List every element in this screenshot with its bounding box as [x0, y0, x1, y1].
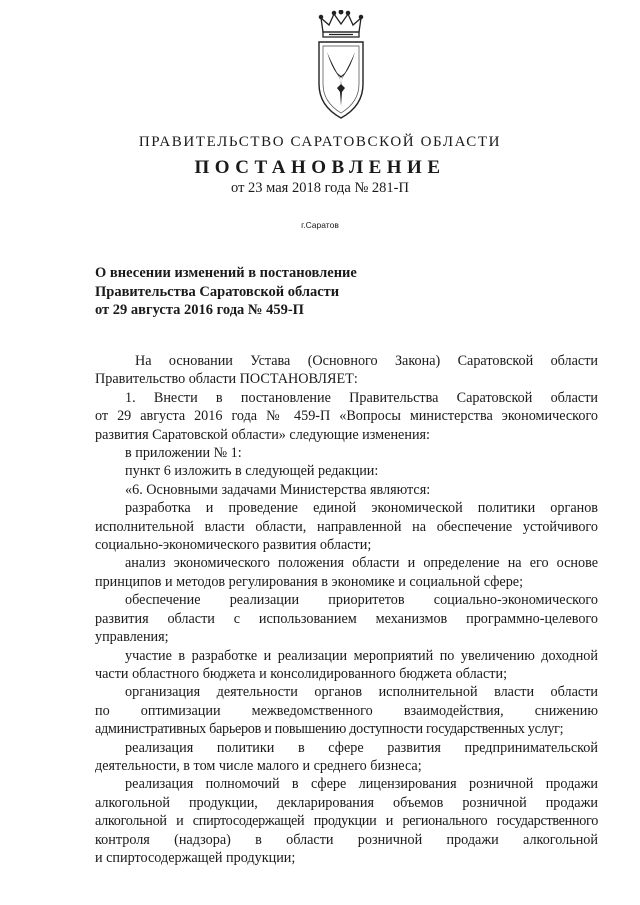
saratov-coat-of-arms-icon: [315, 10, 367, 122]
text-line: алкогольной продукции, декларирования объемов розничной продажи: [95, 794, 598, 811]
text-line: от 29 августа 2016 года № 459-П «Вопросы министерства экономического: [95, 408, 598, 425]
task-paragraph: [95, 647, 598, 684]
task-paragraph: [95, 739, 598, 776]
document-type-title: ПОСТАНОВЛЕНИЕ: [194, 157, 446, 178]
text-line: управления;: [95, 629, 169, 646]
text-line: исполнительной власти области, направленной на обеспечение устойчивого: [95, 518, 598, 535]
text-line: Правительство области ПОСТАНОВЛЯЕТ:: [95, 371, 358, 388]
task-paragraph: [95, 775, 598, 867]
text-line: деятельности, в том числе малого и среднего бизнеса;: [95, 757, 422, 774]
text-line: развития области с использованием механизмов программно-целевого: [95, 610, 598, 627]
intro-paragraph: [95, 352, 598, 389]
government-name: ПРАВИТЕЛЬСТВО САРАТОВСКОЙ ОБЛАСТИ: [138, 134, 502, 150]
document-date-number: от 23 мая 2018 года № 281-П: [231, 180, 409, 196]
text-line: алкогольной и спиртосодержащей продукции и регионального государственного: [95, 813, 598, 830]
task-paragraph: [95, 591, 598, 646]
text-line: контроля (надзора) в области розничной продажи алкогольной: [95, 831, 598, 848]
document-subject: [95, 264, 515, 320]
text-line: На основании Устава (Основного Закона) Саратовской области: [135, 353, 598, 369]
text-line: реализация полномочий в сфере лицензирования розничной продажи: [125, 776, 598, 793]
text-line: реализация политики в сфере развития предпринимательской: [125, 739, 598, 756]
tasks-heading: «6. Основными задачами Министерства являются:: [125, 481, 431, 498]
text-line: обеспечение реализации приоритетов социально-экономического: [125, 592, 598, 609]
text-line: организация деятельности органов исполнительной власти области: [125, 684, 598, 701]
text-line: участие в разработке и реализации мероприятий по увеличению доходной: [125, 647, 598, 664]
document-body: [95, 352, 598, 867]
text-line: 1. Внести в постановление Правительства Саратовской области: [125, 389, 598, 406]
task-paragraph: [95, 554, 598, 591]
text-line: части областного бюджета и консолидированного бюджета области;: [95, 665, 508, 682]
text-line: административных барьеров и повышению доступности государственных услуг;: [95, 721, 564, 738]
subject-line: от 29 августа 2016 года № 459-П: [95, 302, 304, 318]
text-line: социально-экономического развития области;: [95, 537, 372, 554]
city-name: г.Саратов: [301, 220, 339, 230]
subject-line: Правительства Саратовской области: [95, 283, 340, 300]
subject-line: О внесении изменений в постановление: [95, 265, 357, 281]
text-line: анализ экономического положения области и определение на его основе: [125, 555, 598, 572]
text-line: по оптимизации межведомственного взаимодействия, снижению: [95, 702, 598, 719]
text-line: развития Саратовской области» следующие изменения:: [95, 426, 430, 443]
task-paragraph: [95, 683, 598, 738]
item-1-paragraph: [95, 389, 598, 444]
text-line: принципов и методов регулирования в экономике и социальной сфере;: [95, 573, 524, 590]
text-line: разработка и проведение единой экономической политики органов: [125, 500, 598, 517]
appendix-line: в приложении № 1:: [125, 445, 242, 462]
task-paragraph: [95, 499, 598, 554]
text-line: и спиртосодержащей продукции;: [95, 849, 296, 866]
point-6-line: пункт 6 изложить в следующей редакции:: [125, 463, 379, 480]
